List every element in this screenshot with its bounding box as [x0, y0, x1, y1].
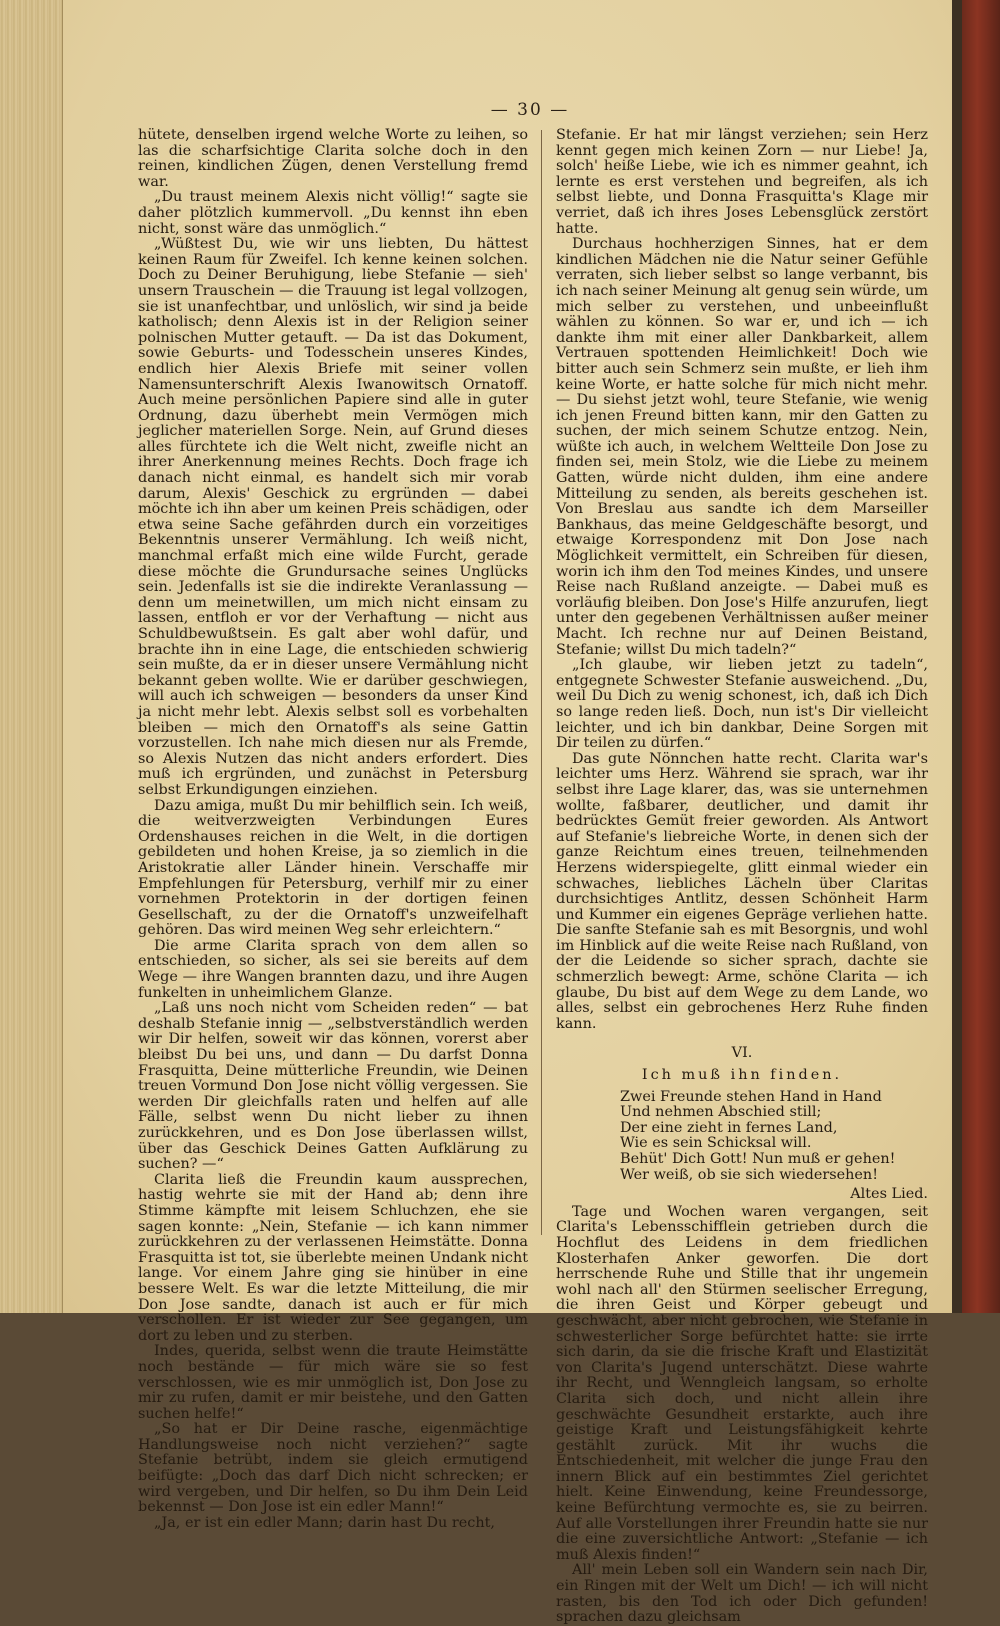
paragraph: „Laß uns noch nicht vom Scheiden reden“ — bat deshalb Stefanie innig — „selbstverständlich werden wir Dir helfen, soweit wir das können, vorerst aber bleibst Du bei uns, und dann — Du darfst Donna Frasquitta, Deine mütterliche Freundin, wie Deinen treuen Vormund Don Jose nicht völlig vergessen. Sie werden Dir gleichfalls raten und helfen auf alle Fälle, selbst wenn Du nicht lieber zu ihnen zurückkehren, und es Don Jose überlassen willst, über das Geschick Deines Gatten Aufklärung zu suchen? —“: [138, 1000, 528, 1173]
chapter-title: Ich muß ihn finden.: [641, 1067, 843, 1084]
poem-source: Altes Lied.: [850, 1186, 928, 1203]
book-cover-edge: [962, 0, 1000, 1313]
poem-line: Und nehmen Abschied still;: [620, 1104, 822, 1121]
paragraph: Die arme Clarita sprach von dem allen so entschieden, so sicher, als sei sie bereits auf dem Wege — ihre Wangen brannten dazu, und ihre Augen funkelten in unheimlichem Glanze.: [138, 937, 528, 1001]
column-divider: [541, 130, 542, 1235]
poem-line: Der eine zieht in fernes Land,: [620, 1119, 838, 1136]
paragraph: Das gute Nönnchen hatte recht. Clarita war's leichter ums Herz. Während sie sprach, war ihr selbst ihre Lage klarer, das, was sie unternehmen wollte, faßbarer, deutlicher, und damit ihr bedrücktes Gemüt freier geworden. Als Antwort auf Stefanie's liebreiche Worte, in denen sich der ganze Reichtum eines treuen, teilnehmenden Herzens widerspiegelte, glitt einmal wieder ein schwaches, liebliches Lächeln über Claritas durchsichtiges Antlitz, dessen Schönheit Harm und Kummer ein eigenes Gepräge verliehen hatte. Die sanfte Stefanie sah es mit Besorgnis, und wohl im Hinblick auf die weite Reise nach Rußland, von der die Leidende so sicher sprach, dachte sie schmerzlich bewegt: Arme, schöne Clarita — ich glaube, Du bist auf dem Wege zu dem Lande, wo alles, selbst ein gebrochenes Herz Ruhe finden kann.: [556, 750, 928, 1032]
page-stack-edge: [0, 0, 63, 1313]
paragraph: Stefanie. Er hat mir längst verziehen; sein Herz kennt gegen mich keinen Zorn — nur Liebe! Ja, solch' heiße Liebe, wie ich es nimmer geahnt, ich lernte es erst verstehen und begreifen, als ich selbst liebte, und Donna Frasquitta's Klage mir verriet, daß ich ihres Joses Lebensglück zerstört hatte.: [556, 127, 928, 237]
spine-gap: [952, 0, 962, 1313]
paragraph: Indes, querida, selbst wenn die traute Heimstätte noch bestände — für mich wäre sie so fest verschlossen, wie es mir unmöglich ist, Don Jose zu mir zu rufen, damit er mir beistehe, und den Gatten suchen helfe!“: [138, 1343, 528, 1422]
epigraph-poem: [620, 1090, 928, 1184]
left-column: [138, 128, 528, 1531]
paragraph: „Ja, er ist ein edler Mann; darin hast Du recht,: [154, 1514, 495, 1531]
paragraph: „Ich glaube, wir lieben jetzt zu tadeln“, entgegnete Schwester Stefanie ausweichend. „Du, weil Du Dich zu wenig schonest, ich, daß ich Dich so lange reden ließ. Doch, nun ist's Dir vielleicht leichter, und ich bin dankbar, Deine Sorgen mit Dir teilen zu dürfen.“: [556, 657, 928, 752]
poem-line: Wie es sein Schicksal will.: [620, 1135, 812, 1152]
paragraph: Tage und Wochen waren vergangen, seit Clarita's Lebensschifflein getrieben durch die Hochflut des Leidens in dem friedlichen Klosterhafen Anker geworfen. Die dort herrschende Ruhe und Stille that ihr ungemein wohl nach all' den Stürmen seelischer Erregung, die ihren Geist und Körper gebeugt und geschwächt, aber nicht gebrochen, wie Stefanie in schwesterlicher Sorge befürchtet hatte: sie irrte sich darin, da sie die frische Kraft und Elastizität von Clarita's Jugend unterschätzt. Diese wahrte ihr Recht, und Wenngleich langsam, so erholte Clarita sich doch, und nicht allein ihre geschwächte Gesundheit erstarkte, auch ihre geistige Kraft und Leistungsfähigkeit kehrte gestählt zurück. Mit ihr wuchs die Entschiedenheit, mit welcher die junge Frau den innern Blick auf ein bestimmtes Ziel gerichtet hielt. Keine Einwendung, keine Freundessorge, keine Befürchtung vermochte es, sie zu beirren. Auf alle Vorstellungen ihrer Freundin hatte sie nur die eine zuversichtliche Antwort: „Stefanie — ich muß Alexis finden!“: [556, 1203, 928, 1563]
right-column: [556, 128, 928, 1626]
page-number: — 30 —: [490, 100, 570, 120]
paragraph: hütete, denselben irgend welche Worte zu leihen, so las die scharfsichtige Clarita solche doch in den reinen, kindlichen Zügen, denen Verstellung fremd war.: [138, 127, 528, 190]
poem-line: Behüt' Dich Gott! Nun muß er gehen!: [620, 1151, 896, 1167]
paragraph: „Du traust meinem Alexis nicht völlig!“ sagte sie daher plötzlich kummervoll. „Du kennst ihn eben nicht, sonst wäre das unmöglich.“: [138, 189, 528, 237]
paragraph: All' mein Leben soll ein Wandern sein nach Dir, ein Ringen mit der Welt um Dich! — ich will nicht rasten, bis den Tod ich oder Dich gefunden! sprachen dazu gleichsam: [556, 1562, 928, 1626]
poem-line: Wer weiß, ob sie sich wiedersehen!: [620, 1166, 878, 1183]
chapter-number: VI.: [731, 1045, 753, 1062]
paragraph: Dazu amiga, mußt Du mir behilflich sein. Ich weiß, die weitverzweigten Verbindungen Eures Ordenshauses reichen in die Welt, in die dortigen gebildeten und hohen Kreise, ja so ziemlich in die Aristokratie aller Länder hinein. Verschaffe mir Empfehlungen für Petersburg, verhilf mir zu einer vornehmen Protektorin in der dortigen feinen Gesellschaft, zu der die Ornatoff's unzweifelhaft gehören. Das wird meinen Weg sehr erleichtern.“: [138, 797, 528, 939]
paragraph: Durchaus hochherzigen Sinnes, hat er dem kindlichen Mädchen nie die Natur seiner Gefühle verraten, sich lieber selbst so lange verbannt, bis ich nach seiner Meinung alt genug sein würde, um mich selber zu verstehen, und unbeeinflußt wählen zu können. So war er, und ich — ich dankte ihm mit einer aller Dankbarkeit, allem Vertrauen spottenden Heimlichkeit! Doch wie bitter auch sein Schmerz sein mußte, er lieh ihm keine Worte, er hatte solche für mich nicht mehr. — Du siehst jetzt wohl, teure Stefanie, wie wenig ich jenen Freund bitten kann, mir den Gatten zu suchen, der mich seinem Schutze entzog. Nein, wüßte ich auch, in welchem Weltteile Don Jose zu finden sei, mein Stolz, wie die Liebe zu meinem Gatten, würde nicht dulden, ihm eine andere Mitteilung zu senden, als bereits geschehen ist. Von Breslau aus sandte ich dem Marseiller Bankhaus, das meine Geldgeschäfte besorgt, und etwaige Korrespondenz mit Don Jose nach Möglichkeit vermittelt, ein Schreiben für diesen, worin ich ihm den Tod meines Kindes, und unsere Reise nach Rußland anzeigte. — Dabei muß es vorläufig bleiben. Don Jose's Hilfe anzurufen, liegt unter den gegebenen Verhältnissen außer meiner Macht. Ich rechne nur auf Deinen Beistand, Stefanie; willst Du mich tadeln?“: [556, 236, 928, 658]
paragraph: Clarita ließ die Freundin kaum aussprechen, hastig wehrte sie mit der Hand ab; denn ihre Stimme kämpfte mit leisem Schluchzen, ehe sie sagen konnte: „Nein, Stefanie — ich kann nimmer zurückkehren zu der verlassenen Heimstätte. Donna Frasquitta ist tot, sie überlebte meinen Undank nicht lange. Vor einem Jahre ging sie hinüber in eine bessere Welt. Es war die letzte Mitteilung, die mir Don Jose sandte, danach ist auch er für mich verschollen. Er ist wieder zur See gegangen, um dort zu leben und zu sterben.: [138, 1171, 528, 1344]
paragraph: „So hat er Dir Deine rasche, eigenmächtige Handlungsweise noch nicht verziehen?“ sagte Stefanie betrübt, indem sie gleich ermutigend beifügte: „Doch das darf Dich nicht schrecken; er wird vergeben, und Dir helfen, so Du ihm Dein Leid bekennst — Don Jose ist ein edler Mann!“: [138, 1421, 528, 1516]
paragraph: „Wüßtest Du, wie wir uns liebten, Du hättest keinen Raum für Zweifel. Ich kenne keinen solchen. Doch zu Deiner Beruhigung, liebe Stefanie — sieh' unsern Trauschein — die Trauung ist legal vollzogen, sie ist unanfechtbar, und unlöslich, wir sind ja beide katholisch; denn Alexis ist in der Religion seiner polnischen Mutter getauft. — Da ist das Dokument, sowie Geburts- und Todesschein unseres Kindes, endlich hier Alexis Briefe mit seiner vollen Namensunterschrift Alexis Iwanowitsch Ornatoff. Auch meine persönlichen Papiere sind alle in guter Ordnung, dazu überhebt mein Vermögen mich jeglicher materiellen Sorge. Nein, auf Grund dieses alles fürchtete ich die Welt nicht, zweifle nicht an ihrer Anerkennung meines Rechts. Doch frage ich danach nicht einmal, es handelt sich mir vorab darum, Alexis' Geschick zu ergründen — dabei möchte ich ihn aber um keinen Preis schädigen, oder etwa seine Sache gefährden durch ein vorzeitiges Bekenntnis unserer Vermählung. Ich weiß nicht, manchmal erfaßt mich eine wilde Furcht, gerade diese möchte die Grundursache seines Unglücks sein. Jedenfalls ist sie die indirekte Veranlassung — denn um meinetwillen, um mich nicht einsam zu lassen, entfloh er vor der Verhaftung — nicht aus Schuldbewußtsein. Es galt aber wohl dafür, und brachte ihn in eine Lage, die entschieden schwierig sein mußte, da er in dieser unsere Vermählung nicht bekannt geben wollte. Wie er darüber geschwiegen, will auch ich schweigen — besonders da unser Kind ja nicht mehr lebt. Alexis selbst soll es vorbehalten bleiben — mich den Ornatoff's als seine Gattin vorzustellen. Ich nahe mich diesen nur als Fremde, so Alexis Nutzen das nicht anders erfordert. Dies muß ich ergründen, und zunächst in Petersburg selbst Erkundigungen einziehen.: [138, 236, 528, 798]
poem-line: Zwei Freunde stehen Hand in Hand: [620, 1088, 882, 1105]
